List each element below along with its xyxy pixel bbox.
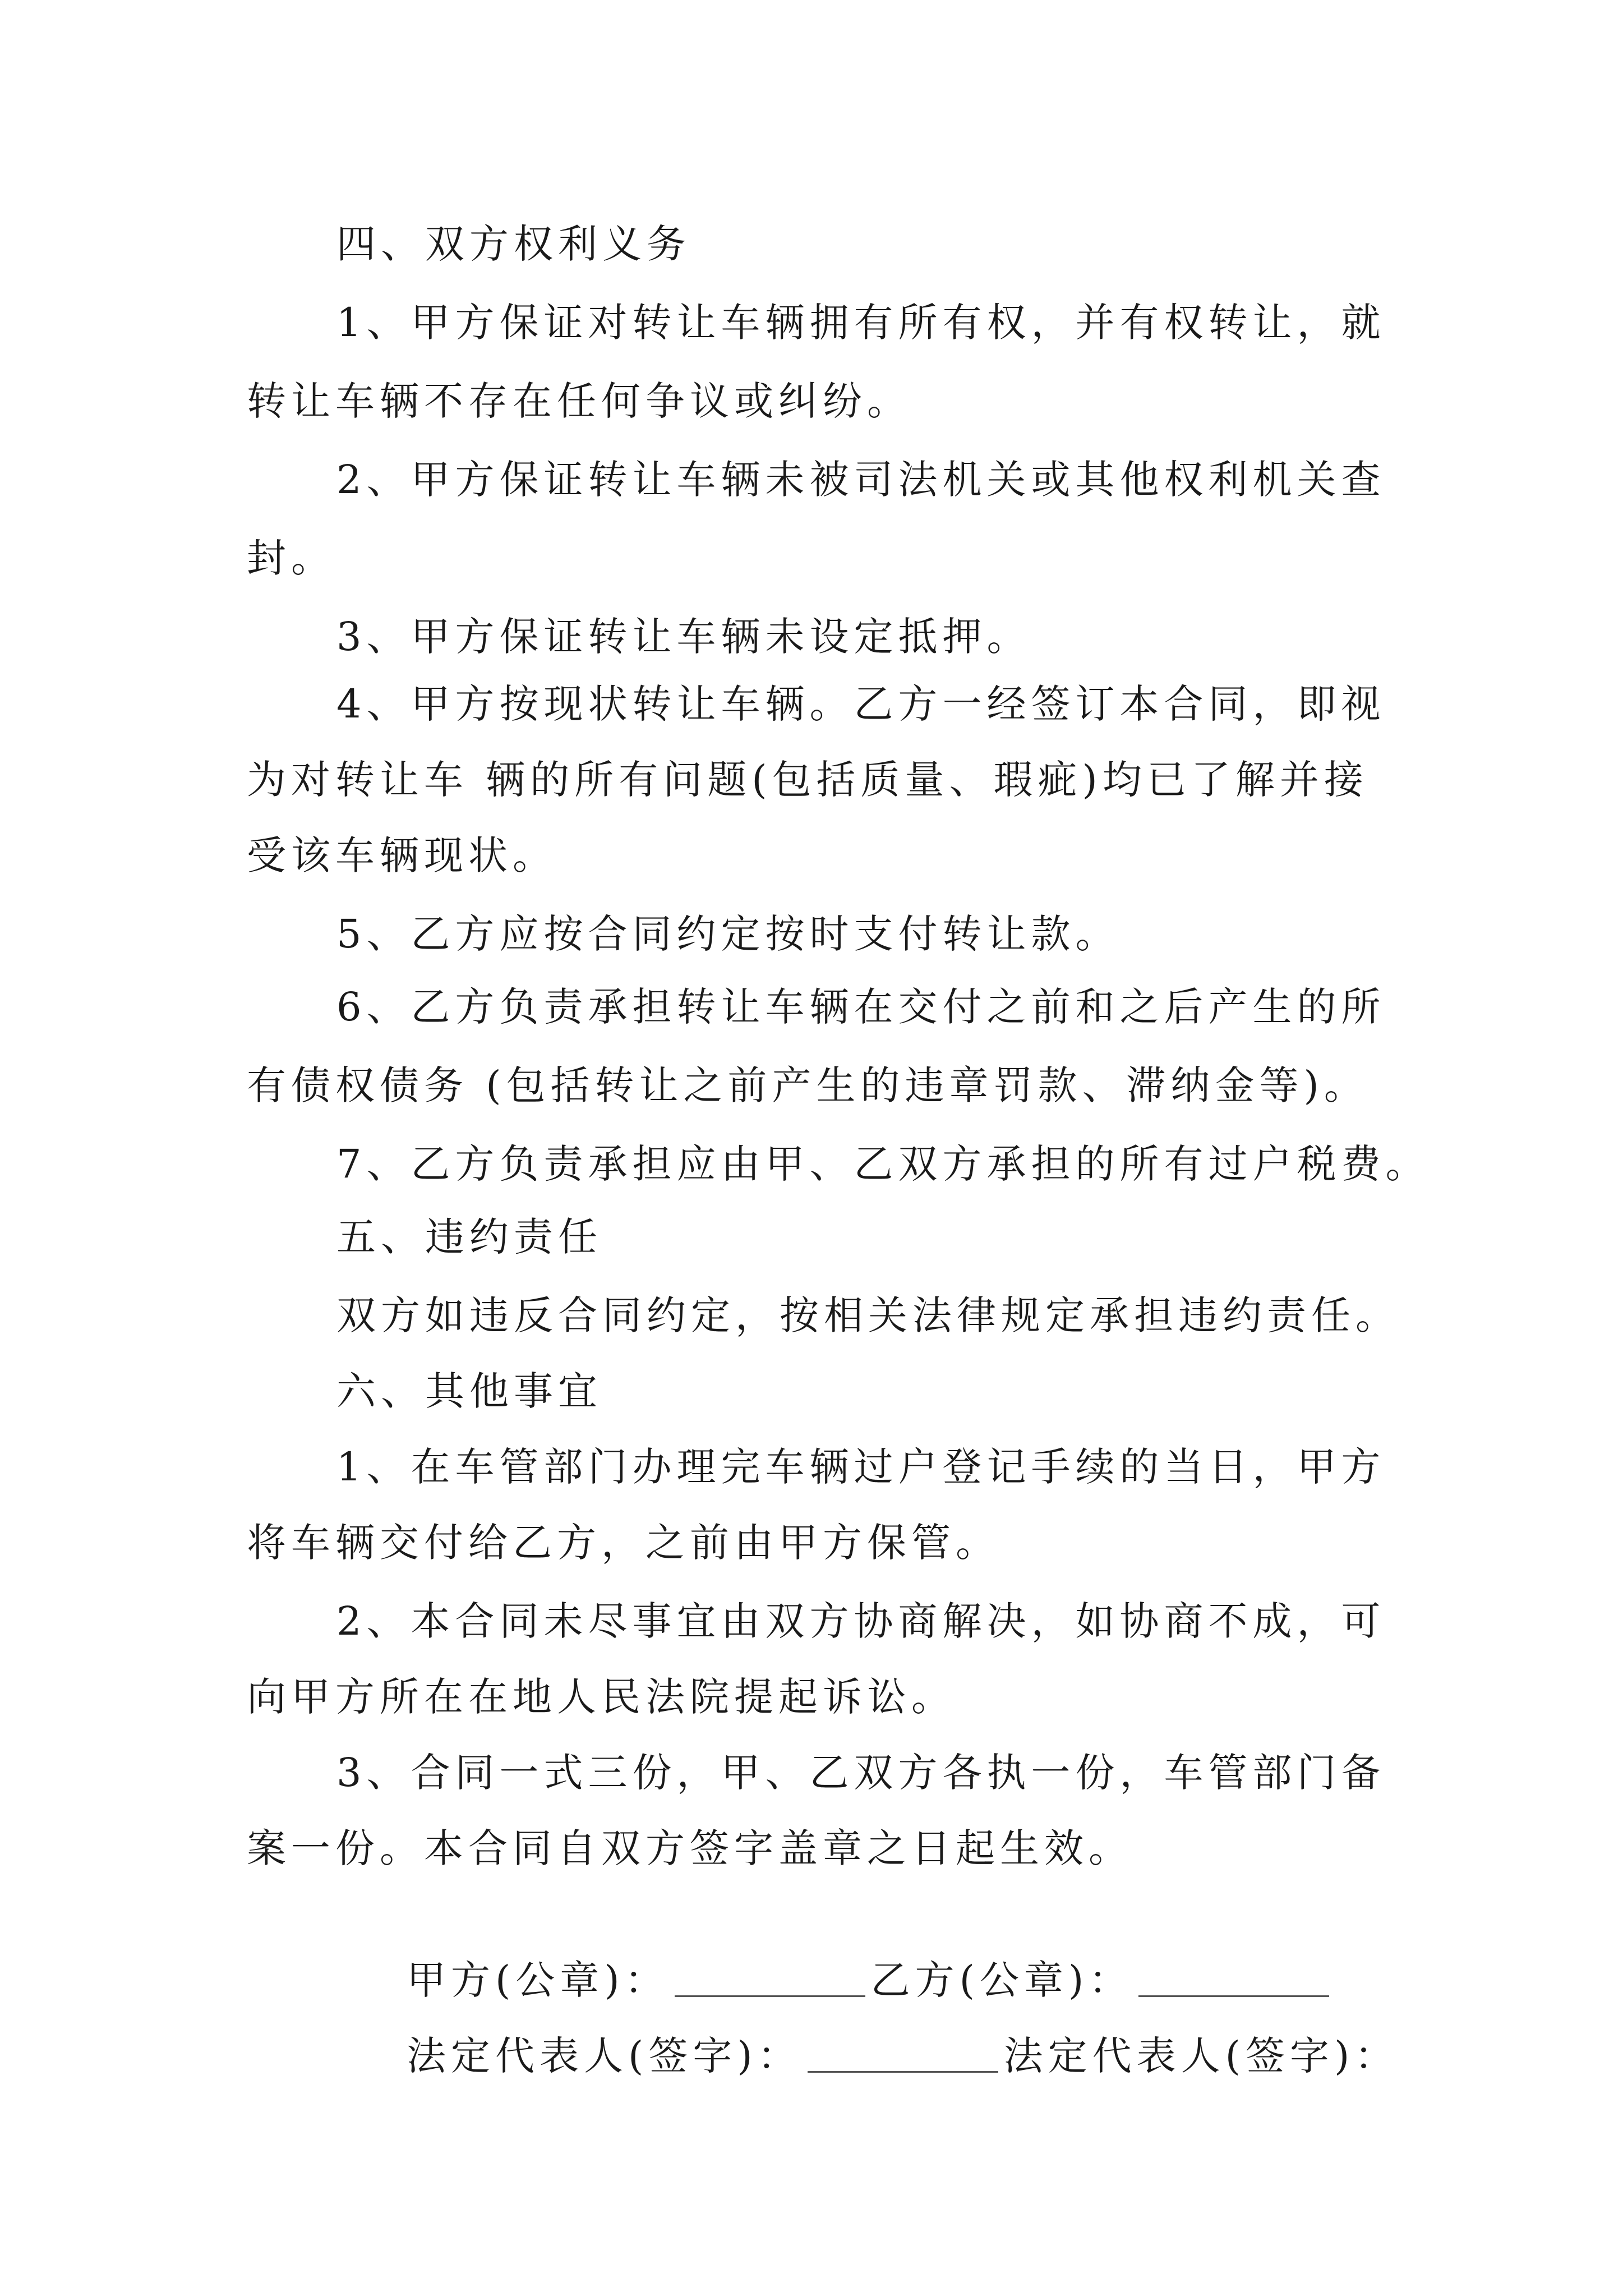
party-b-seal-label: 乙方(公章)： [870,1957,1133,2003]
section-heading-rights: 四、双方权利义务 [336,221,691,267]
clause-4-4-line-2: 为对转让车 辆的所有问题(包括质量、瑕疵)均已了解并接 [247,757,1368,803]
clause-4-1-line-1: 1、甲方保证对转让车辆拥有所有权，并有权转让，就 [336,300,1386,346]
clause-4-2-line-2: 封。 [247,535,335,581]
clause-6-2-line-1: 2、本合同未尽事宜由双方协商解决，如协商不成，可 [336,1598,1386,1644]
clause-4-5: 5、乙方应按合同约定按时支付转让款。 [336,911,1120,957]
clause-4-7: 7、乙方负责承担应由甲、乙双方承担的所有过户税费。 [336,1141,1430,1187]
clause-4-4-line-3: 受该车辆现状。 [247,832,557,878]
representative-signature-row [336,1972,1399,2140]
party-a-seal-label: 甲方(公章)： [407,1957,669,2003]
clause-6-3-line-1: 3、合同一式三份，甲、乙双方各执一份，车管部门备 [336,1750,1386,1796]
clause-6-3-line-2: 案一份。本合同自双方签字盖章之日起生效。 [247,1825,1133,1871]
section-heading-liability: 五、违约责任 [336,1214,602,1260]
party-b-rep-label: 法定代表人(签字)： [1003,2033,1399,2079]
clause-6-1-line-1: 1、在车管部门办理完车辆过户登记手续的当日，甲方 [336,1444,1386,1490]
clause-4-3: 3、甲方保证转让车辆未设定抵押。 [336,614,1031,660]
clause-6-1-line-2: 将车辆交付给乙方，之前由甲方保管。 [247,1520,1000,1566]
clause-6-2-line-2: 向甲方所在在地人民法院提起诉讼。 [247,1674,956,1720]
party-a-rep-label: 法定代表人(签字)： [407,2033,802,2079]
clause-4-4-line-1: 4、甲方按现状转让车辆。乙方一经签订本合同，即视 [336,681,1386,727]
liability-text: 双方如违反合同约定，按相关法律规定承担违约责任。 [336,1292,1400,1338]
clause-4-1-line-2: 转让车辆不存在任何争议或纠纷。 [247,378,911,424]
clause-4-6-line-2: 有债权债务 (包括转让之前产生的违章罚款、滞纳金等)。 [247,1062,1368,1108]
section-heading-other: 六、其他事宜 [336,1368,602,1414]
party-a-rep-blank[interactable] [808,2032,998,2073]
clause-4-2-line-1: 2、甲方保证转让车辆未被司法机关或其他权利机关查 [336,457,1386,503]
clause-4-6-line-1: 6、乙方负责承担转让车辆在交付之前和之后产生的所 [336,984,1386,1030]
